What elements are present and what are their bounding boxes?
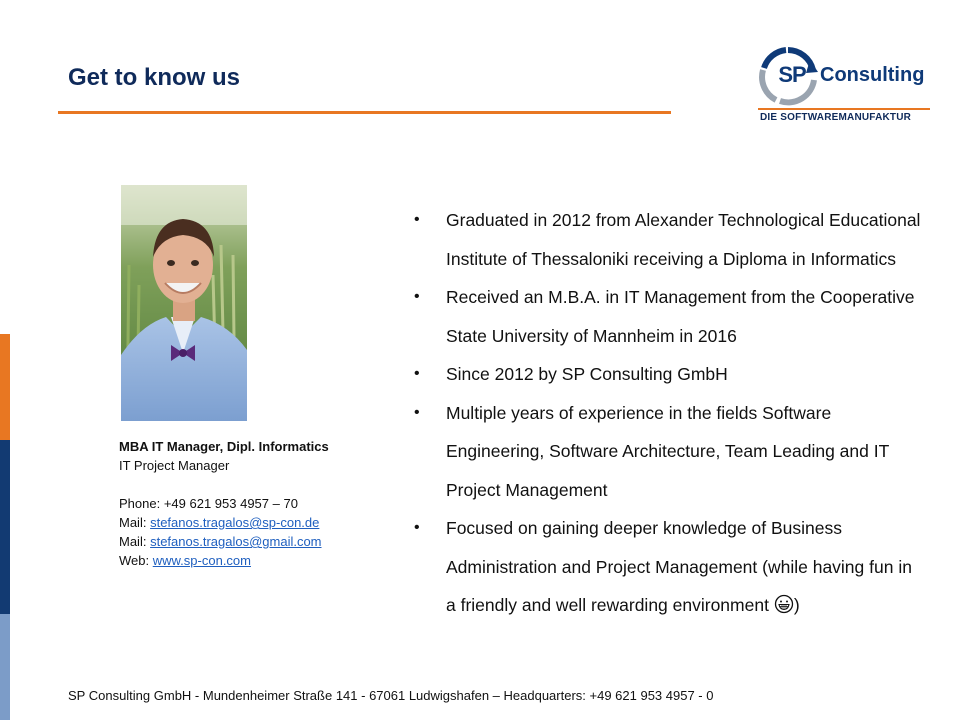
mail-link-work[interactable]: stefanos.tragalos@sp-con.de — [150, 515, 320, 530]
contact-spacer — [119, 475, 329, 494]
mail-line-2 — [119, 532, 329, 551]
page-title: Get to know us — [68, 64, 241, 91]
grinning-face-icon — [774, 594, 794, 614]
phone-number: +49 621 953 4957 – 70 — [163, 496, 298, 511]
list-item — [414, 355, 924, 394]
mail-label: Mail: — [119, 534, 147, 549]
list-item — [414, 278, 924, 355]
portrait-icon — [121, 185, 247, 421]
mail-line-1 — [119, 513, 329, 532]
company-logo — [758, 46, 932, 126]
side-bar-navy — [0, 440, 10, 614]
mail-label: Mail: — [119, 515, 147, 530]
bullet-text: Focused on gaining deeper knowledge of Business Administration and Project Management (while having fun in a friendly and well rewarding environment — [446, 518, 912, 615]
bullet-text: Since 2012 by SP Consulting GmbH — [446, 364, 728, 384]
side-bar-orange — [0, 334, 10, 440]
web-link[interactable]: www.sp-con.com — [152, 553, 251, 568]
contact-block — [119, 437, 329, 570]
list-item — [414, 394, 924, 510]
logo-mark: SP — [778, 62, 806, 87]
list-item — [414, 201, 924, 278]
footer-text: SP Consulting GmbH - Mundenheimer Straße 141 - 67061 Ludwigshafen – Headquarters: +49 621 953 4957 - 0 — [68, 688, 714, 703]
profile-role: MBA IT Manager, Dipl. Informatics — [119, 439, 329, 454]
side-bar-lightblue — [0, 614, 10, 720]
list-item — [414, 509, 924, 625]
bullet-text: Graduated in 2012 from Alexander Technological Educational Institute of Thessaloniki receiving a Diploma in Informatics — [446, 210, 921, 269]
logo-divider — [758, 108, 930, 110]
web-line — [119, 551, 329, 570]
bullet-tail: ) — [793, 595, 800, 615]
bullet-text: Received an M.B.A. in IT Management from the Cooperative State University of Mannheim in 2016 — [446, 287, 915, 346]
logo-name: Consulting — [820, 64, 925, 86]
profile-position: IT Project Manager — [119, 458, 230, 473]
bullet-icon: • — [414, 519, 420, 536]
portrait-photo — [121, 185, 247, 421]
bullet-list — [414, 201, 924, 625]
web-label: Web: — [119, 553, 150, 568]
bullet-icon: • — [414, 288, 420, 305]
bullet-text: Multiple years of experience in the fields Software Engineering, Software Architecture, Team Leading and IT Project Management — [446, 402, 889, 500]
logo-tagline: DIE SOFTWAREMANUFAKTUR — [760, 112, 912, 123]
bullet-icon: • — [414, 365, 420, 382]
phone-line — [119, 494, 329, 513]
mail-link-personal[interactable]: stefanos.tragalos@gmail.com — [150, 534, 322, 549]
phone-label: Phone: — [119, 496, 161, 511]
title-divider — [58, 111, 671, 114]
bullet-icon: • — [414, 403, 420, 421]
bullet-icon: • — [414, 211, 420, 228]
